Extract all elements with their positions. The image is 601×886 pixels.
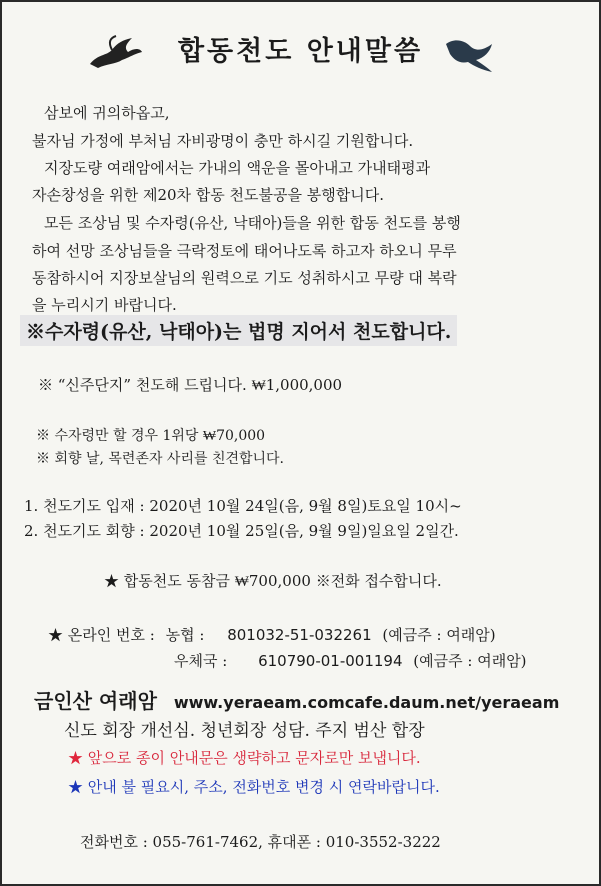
- sinju-danji-line: ※ “신주단지” 천도해 드립니다. ₩1,000,000: [38, 376, 343, 394]
- star-icon: ★: [68, 778, 84, 796]
- crane-icon: [88, 34, 144, 70]
- body-line: 하여 선망 조상님들을 극락정토에 태어나도록 하고자 하오니 무루: [32, 242, 457, 260]
- temple-url: www.yeraeam.comcafe.daum.net/yeraeam: [173, 693, 560, 712]
- temple-name: 금인산 여래암: [34, 689, 157, 713]
- phoenix-icon: [442, 34, 498, 74]
- officers-line: 신도 회장 개선심. 청년회장 성담. 주지 범산 합장: [64, 721, 425, 741]
- contact-change-text: 안내 불 필요시, 주소, 전화번호 변경 시 연락바랍니다.: [83, 778, 440, 796]
- temple-signature: [34, 685, 559, 714]
- body-line: 동참하시어 지장보살님의 원력으로 기도 성취하시고 무량 대 복락: [32, 269, 457, 287]
- account-number: 610790-01-001194: [258, 652, 403, 670]
- bank-name: 우체국 :: [174, 652, 228, 670]
- title-row: [2, 32, 599, 72]
- stillborn-notice: ※수자령(유산, 낙태아)는 법명 지어서 천도합니다.: [20, 315, 457, 346]
- contact-change-notice: [68, 776, 440, 797]
- account-row: [48, 624, 496, 645]
- body-line: 을 누리시기 바랍니다.: [32, 296, 177, 314]
- body-line: 자손창성을 위한 제20차 합동 천도불공을 봉행합니다.: [32, 186, 384, 204]
- account-row: [174, 650, 527, 671]
- schedule-line: 1. 천도기도 입재 : 2020년 10월 24일(음, 9월 8일)토요일 10시~: [24, 497, 462, 515]
- star-icon: ★: [68, 749, 84, 767]
- fee-line: ★ 합동천도 동참금 ₩700,000 ※전화 접수합니다.: [104, 572, 442, 590]
- schedule-line: 2. 천도기도 회향 : 2020년 10월 25일(음, 9월 9일)일요일 2일간.: [24, 522, 459, 540]
- paper-notice: [68, 747, 421, 768]
- body-line: 지장도량 여래암에서는 가내의 액운을 몰아내고 가내태평과: [44, 159, 431, 177]
- note-line: ※ 회향 날, 목련존자 사리를 친견합니다.: [36, 451, 285, 467]
- account-holder: (예금주 : 여래암): [382, 626, 496, 644]
- note-line: ※ 수자령만 할 경우 1위당 ₩70,000: [36, 428, 266, 444]
- paper-notice-text: 앞으로 종이 안내문은 생략하고 문자로만 보냅니다.: [83, 749, 421, 767]
- account-number: 801032-51-032261: [227, 626, 372, 644]
- account-holder: (예금주 : 여래암): [413, 652, 527, 670]
- bank-name: 농협 :: [165, 626, 205, 644]
- contact-line: 전화번호 : 055-761-7462, 휴대폰 : 010-3552-3222: [80, 833, 441, 851]
- body-line: 불자님 가정에 부처님 자비광명이 충만 하시길 기원합니다.: [32, 132, 414, 150]
- account-prefix: ★ 온라인 번호 :: [48, 626, 155, 644]
- body-line: 모든 조상님 및 수자령(유산, 낙태아)들을 위한 합동 천도를 봉행: [44, 214, 461, 232]
- body-line: 삼보에 귀의하옵고,: [44, 104, 170, 122]
- page-title: 합동천도 안내말씀: [177, 36, 424, 67]
